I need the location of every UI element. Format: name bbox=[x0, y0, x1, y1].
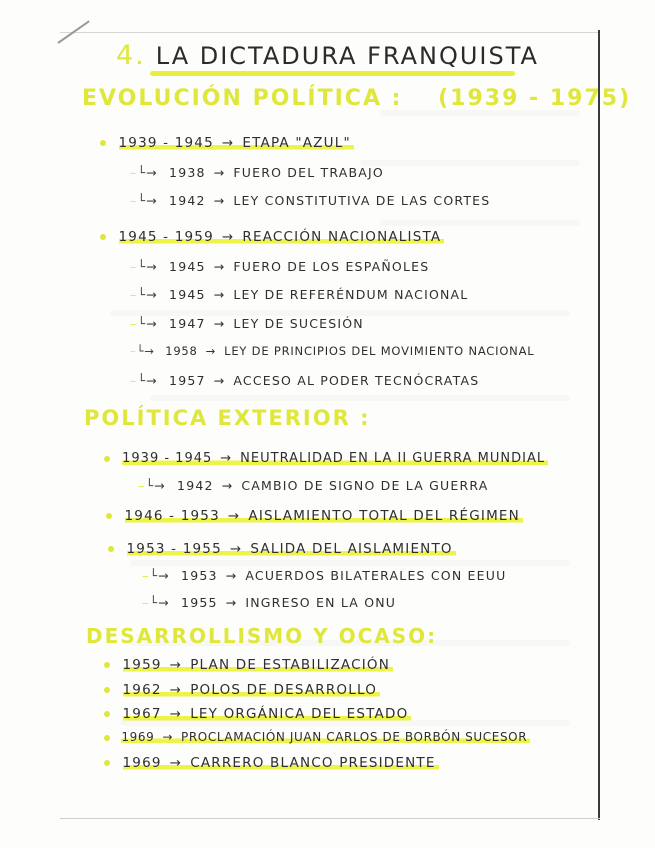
list-item bbox=[104, 657, 393, 673]
sub-item-text: INGRESO EN LA ONU bbox=[245, 595, 397, 610]
period-range: 1953 - 1955 bbox=[126, 541, 222, 557]
sub-item-year: 1942 bbox=[169, 193, 206, 208]
bullet-dot bbox=[108, 546, 114, 552]
period-row bbox=[104, 451, 548, 466]
list-item-year: 1969 bbox=[122, 755, 162, 771]
period-line bbox=[119, 135, 354, 151]
list-item-year: 1969 bbox=[121, 730, 155, 744]
list-item-line bbox=[123, 706, 412, 722]
sub-item-text: FUERO DEL TRABAJO bbox=[233, 165, 384, 180]
sub-item-text: ACUERDOS BILATERALES CON EEUU bbox=[245, 568, 507, 583]
period-line bbox=[119, 229, 445, 245]
list-item-text: PROCLAMACIÓN JUAN CARLOS DE BORBÓN SUCESOR bbox=[181, 730, 528, 744]
sub-item-row bbox=[138, 478, 489, 493]
list-item-text: PLAN DE ESTABILIZACIÓN bbox=[190, 657, 391, 673]
list-item-year: 1967 bbox=[122, 706, 162, 722]
arrow-icon: → bbox=[220, 451, 233, 466]
arrow-icon: → bbox=[221, 135, 235, 151]
period-range: 1945 - 1959 bbox=[118, 229, 214, 245]
section-title-evolucion bbox=[82, 86, 631, 111]
arrow-icon: → bbox=[169, 755, 183, 771]
list-item-text: LEY ORGÁNICA DEL ESTADO bbox=[190, 706, 409, 722]
section-title-text: EVOLUCIÓN POLÍTICA : bbox=[82, 86, 403, 111]
page-edge-bottom bbox=[60, 818, 600, 819]
bullet-dot bbox=[104, 735, 110, 741]
list-item bbox=[104, 706, 411, 722]
sub-item-year: 1957 bbox=[169, 373, 206, 388]
arrow-icon: → bbox=[225, 568, 238, 583]
sub-arrow-icon: –└→ bbox=[138, 478, 166, 493]
sub-item-year: 1958 bbox=[165, 344, 198, 358]
section-title-text: DESARROLLISMO Y OCASO: bbox=[86, 624, 438, 648]
period-label: AISLAMIENTO TOTAL DEL RÉGIMEN bbox=[248, 508, 520, 524]
bleed-through bbox=[130, 560, 570, 566]
sub-item-row bbox=[130, 287, 468, 302]
period-label: ETAPA "AZUL" bbox=[242, 135, 351, 151]
period-range: 1939 - 1945 bbox=[118, 135, 214, 151]
sub-item-year: 1942 bbox=[177, 478, 214, 493]
list-item-text: POLOS DE DESARROLLO bbox=[190, 682, 378, 698]
arrow-icon: → bbox=[162, 730, 174, 744]
chapter-number: 4. bbox=[116, 40, 146, 71]
sub-item-text: LEY DE REFERÉNDUM NACIONAL bbox=[233, 287, 469, 302]
list-item-line bbox=[121, 730, 530, 744]
period-range: 1946 - 1953 bbox=[124, 508, 220, 524]
bullet-dot bbox=[104, 662, 110, 668]
period-range: 1939 - 1945 bbox=[122, 451, 213, 466]
sub-item-text: ACCESO AL PODER TECNÓCRATAS bbox=[233, 373, 480, 388]
arrow-icon: → bbox=[205, 344, 217, 358]
sub-arrow-icon: –└→ bbox=[142, 595, 170, 610]
section-title-exterior bbox=[84, 406, 370, 430]
period-label: REACCIÓN NACIONALISTA bbox=[242, 229, 442, 245]
sub-item-row bbox=[130, 344, 534, 358]
sub-item-row bbox=[130, 165, 384, 180]
sub-arrow-icon: –└→ bbox=[130, 165, 158, 180]
section-title-text: POLÍTICA EXTERIOR : bbox=[84, 406, 371, 430]
sub-item-year: 1953 bbox=[181, 568, 218, 583]
sub-arrow-icon: –└→ bbox=[130, 344, 155, 358]
sub-item-text: CAMBIO DE SIGNO DE LA GUERRA bbox=[241, 478, 489, 493]
section-range: (1939 - 1975) bbox=[438, 86, 632, 111]
sub-item-text: LEY CONSTITUTIVA DE LAS CORTES bbox=[233, 193, 491, 208]
arrow-icon: → bbox=[213, 316, 226, 331]
bullet-dot bbox=[100, 234, 106, 240]
arrow-icon: → bbox=[225, 595, 238, 610]
period-row bbox=[100, 135, 354, 151]
sub-item-row bbox=[130, 373, 479, 388]
arrow-icon: → bbox=[213, 259, 226, 274]
bullet-dot bbox=[104, 711, 110, 717]
sub-arrow-icon: –└→ bbox=[130, 373, 158, 388]
bullet-dot bbox=[104, 760, 110, 766]
section-title-desarrollismo bbox=[86, 624, 437, 648]
list-item-year: 1959 bbox=[122, 657, 162, 673]
bullet-dot bbox=[100, 140, 106, 146]
sub-item-row bbox=[142, 595, 396, 610]
list-item bbox=[104, 682, 380, 698]
period-row bbox=[106, 508, 523, 524]
arrow-icon: → bbox=[169, 657, 183, 673]
sub-item-year: 1947 bbox=[169, 316, 206, 331]
sub-item-text: FUERO DE LOS ESPAÑOLES bbox=[233, 259, 430, 274]
arrow-icon: → bbox=[213, 193, 226, 208]
page-edge-top bbox=[60, 32, 600, 33]
arrow-icon: → bbox=[169, 706, 183, 722]
arrow-icon: → bbox=[227, 508, 241, 524]
sub-arrow-icon: –└→ bbox=[142, 568, 170, 583]
page-title bbox=[116, 40, 539, 71]
period-label: SALIDA DEL AISLAMIENTO bbox=[250, 541, 453, 557]
arrow-icon: → bbox=[169, 682, 183, 698]
sub-arrow-icon: –└→ bbox=[130, 316, 158, 331]
sub-item-year: 1945 bbox=[169, 259, 206, 274]
sub-arrow-icon: –└→ bbox=[130, 193, 158, 208]
arrow-icon: → bbox=[229, 541, 243, 557]
bleed-through bbox=[150, 395, 570, 401]
page-edge-right bbox=[598, 30, 600, 820]
period-line bbox=[122, 451, 548, 466]
list-item-year: 1962 bbox=[122, 682, 162, 698]
sub-item-year: 1955 bbox=[181, 595, 218, 610]
bullet-dot bbox=[104, 687, 110, 693]
bullet-dot bbox=[106, 513, 112, 519]
sub-arrow-icon: –└→ bbox=[130, 287, 158, 302]
list-item bbox=[104, 730, 530, 744]
sub-item-text: LEY DE SUCESIÓN bbox=[233, 316, 364, 331]
sub-item-row bbox=[130, 193, 490, 208]
arrow-icon: → bbox=[213, 373, 226, 388]
sub-item-text: LEY DE PRINCIPIOS DEL MOVIMIENTO NACIONAL bbox=[224, 344, 535, 358]
bullet-dot bbox=[104, 456, 110, 462]
sub-arrow-icon: –└→ bbox=[130, 259, 158, 274]
sub-item-row bbox=[130, 316, 364, 331]
list-item-text: CARRERO BLANCO PRESIDENTE bbox=[190, 755, 436, 771]
chapter-title: LA DICTADURA FRANQUISTA bbox=[155, 42, 539, 70]
title-underline bbox=[150, 71, 515, 76]
period-row bbox=[108, 541, 456, 557]
bleed-through bbox=[380, 220, 580, 226]
period-line bbox=[125, 508, 523, 524]
arrow-icon: → bbox=[213, 287, 226, 302]
bleed-through bbox=[360, 160, 580, 166]
list-item-line bbox=[123, 682, 381, 698]
list-item bbox=[104, 755, 439, 771]
sub-item-year: 1938 bbox=[169, 165, 206, 180]
sub-item-row bbox=[130, 259, 429, 274]
arrow-icon: → bbox=[213, 165, 226, 180]
period-label: NEUTRALIDAD EN LA II GUERRA MUNDIAL bbox=[240, 451, 546, 466]
period-line bbox=[127, 541, 456, 557]
arrow-icon: → bbox=[221, 229, 235, 245]
arrow-icon: → bbox=[221, 478, 234, 493]
sub-item-year: 1945 bbox=[169, 287, 206, 302]
period-row bbox=[100, 229, 444, 245]
list-item-line bbox=[123, 755, 439, 771]
sub-item-row bbox=[142, 568, 506, 583]
list-item-line bbox=[123, 657, 394, 673]
